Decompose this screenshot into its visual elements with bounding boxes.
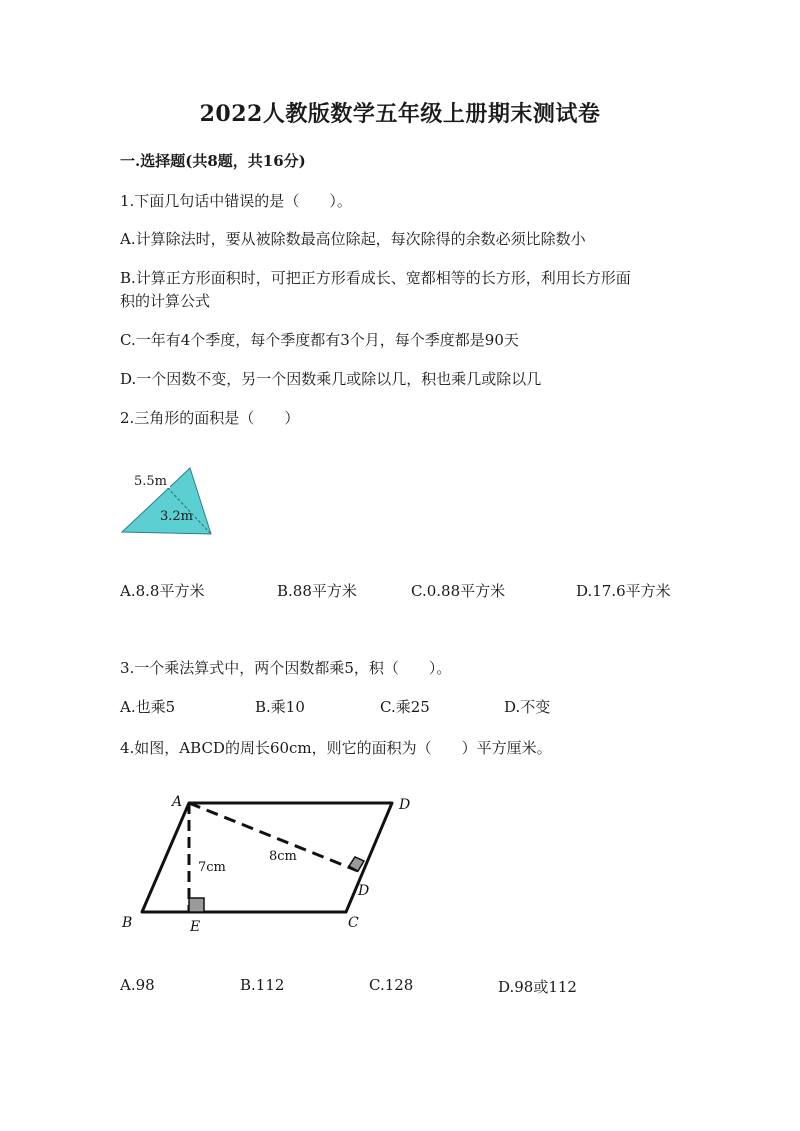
- question-3-option-d: D.不变: [504, 698, 551, 716]
- question-4-option-c: C.128: [369, 976, 414, 994]
- question-3-option-c: C.乘25: [380, 698, 430, 716]
- question-2-option-c: C.0.88平方米: [411, 582, 506, 600]
- section-heading: 一.选择题(共8题，共16分): [120, 152, 306, 170]
- point-d-mid-label: D: [358, 883, 370, 899]
- question-3-option-a: A.也乘5: [120, 698, 176, 716]
- question-4-option-b: B.112: [240, 976, 285, 994]
- parallelogram-figure: [110, 785, 430, 945]
- triangle-height-label: 3.2m: [160, 509, 194, 524]
- question-1-option-d: D.一个因数不变，另一个因数乘几或除以几，积也乘几或除以几: [120, 370, 542, 388]
- question-3-stem: 3.一个乘法算式中，两个因数都乘5，积（ ）。: [120, 659, 452, 677]
- question-1-option-b-line1: B.计算正方形面积时，可把正方形看成长、宽都相等的长方形，利用长方形面: [120, 269, 631, 287]
- vertex-a-label: A: [172, 794, 183, 810]
- height-7cm-label: 7cm: [198, 860, 226, 875]
- triangle-base-label: 5.5m: [134, 474, 168, 489]
- height-8cm-label: 8cm: [269, 849, 297, 864]
- question-1-stem: 1.下面几句话中错误的是（ ）。: [120, 192, 352, 210]
- question-2-stem: 2.三角形的面积是（ ）: [120, 409, 300, 427]
- question-1-option-a: A.计算除法时，要从被除数最高位除起，每次除得的余数必须比除数小: [120, 230, 586, 248]
- question-4-option-d: D.98或112: [498, 978, 577, 996]
- vertex-c-label: C: [348, 915, 359, 931]
- question-2-option-a: A.8.8平方米: [120, 582, 205, 600]
- question-2-option-d: D.17.6平方米: [576, 582, 671, 600]
- vertex-b-label: B: [122, 915, 133, 931]
- triangle-figure: [118, 462, 218, 538]
- question-3-option-b: B.乘10: [255, 698, 305, 716]
- question-1-option-b-line2: 积的计算公式: [120, 292, 211, 310]
- question-2-option-b: B.88平方米: [277, 582, 357, 600]
- right-angle-mark-e: [189, 898, 204, 912]
- vertex-d-top-label: D: [399, 797, 411, 813]
- question-4-stem: 4.如图，ABCD的周长60cm，则它的面积为（ ）平方厘米。: [120, 739, 552, 757]
- page-title: 2022人教版数学五年级上册期末测试卷: [199, 101, 601, 127]
- question-1-option-c: C.一年有4个季度，每个季度都有3个月，每个季度都是90天: [120, 331, 519, 349]
- point-e-label: E: [190, 919, 201, 935]
- question-4-option-a: A.98: [120, 976, 155, 994]
